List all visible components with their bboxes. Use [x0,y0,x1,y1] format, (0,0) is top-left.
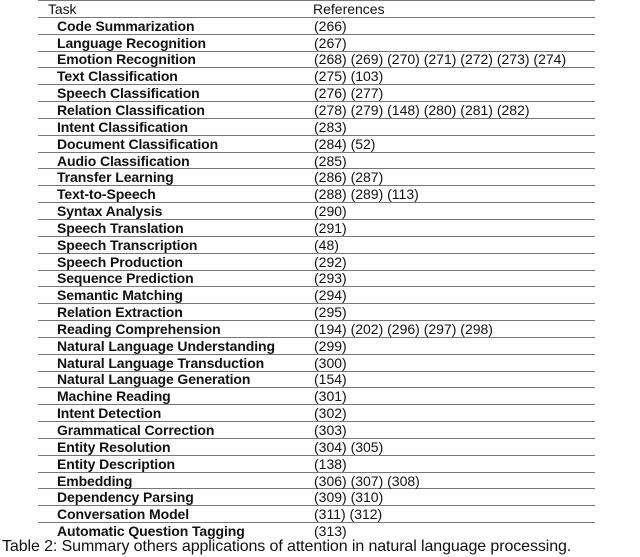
task-cell: Speech Classification [57,85,200,102]
task-cell: Automatic Question Tagging [57,523,245,540]
references-cell: (275) (103) [314,68,384,85]
task-cell: Entity Resolution [57,438,171,455]
task-cell: Machine Reading [57,388,171,405]
table-row [38,286,595,303]
task-cell: Text-to-Speech [57,186,156,203]
task-cell: Text Classification [57,68,178,85]
references-cell: (284) (52) [314,135,376,152]
references-cell: (288) (289) (113) [314,186,419,203]
task-cell: Relation Extraction [57,304,183,321]
table-row [38,488,595,505]
task-cell: Dependency Parsing [57,489,194,506]
header-task: Task [48,0,77,17]
task-cell: Speech Production [57,253,183,270]
references-cell: (268) (269) (270) (271) (272) (273) (274) [314,51,567,68]
references-cell: (290) [314,203,347,220]
task-cell: Entity Description [57,455,175,472]
task-cell: Code Summarization [57,17,195,34]
references-table [38,0,595,539]
task-cell: Document Classification [57,135,219,152]
table-row [38,505,595,522]
task-cell: Grammatical Correction [57,422,215,439]
task-cell: Audio Classification [57,152,190,169]
task-cell: Emotion Recognition [57,51,196,68]
references-cell: (300) [314,354,347,371]
table-row [38,67,595,84]
table-row [38,202,595,219]
task-cell: Natural Language Transduction [57,354,265,371]
references-cell: (291) [314,219,347,236]
table-row [38,387,595,404]
references-cell: (306) (307) (308) [314,472,420,489]
references-cell: (138) [314,455,347,472]
task-cell: Reading Comprehension [57,320,221,337]
table-row [38,34,595,51]
task-cell: Conversation Model [57,506,189,523]
task-cell: Semantic Matching [57,287,183,304]
table-row [38,135,595,152]
references-cell: (48) [314,236,339,253]
references-cell: (194) (202) (296) (297) (298) [314,320,493,337]
references-cell: (295) [314,304,347,321]
table-row [38,371,595,388]
table-row [38,337,595,354]
references-cell: (292) [314,253,347,270]
references-cell: (311) (312) [314,506,383,523]
table-row [38,421,595,438]
task-cell: Relation Classification [57,101,205,118]
task-cell: Sequence Prediction [57,270,194,287]
references-cell: (313) [314,523,347,540]
task-cell: Language Recognition [57,34,206,51]
task-cell: Embedding [57,472,133,489]
table-row [38,219,595,236]
table-row [38,51,595,68]
references-cell: (266) [314,17,347,34]
table-row [38,185,595,202]
table-row [38,320,595,337]
table-row [38,522,595,539]
references-cell: (294) [314,287,347,304]
table-row [38,168,595,185]
table-row [38,404,595,421]
table-row [38,455,595,472]
references-cell: (285) [314,152,347,169]
header-references: References [313,0,385,17]
table-row [38,270,595,287]
table-row [38,236,595,253]
table-row [38,84,595,101]
task-cell: Syntax Analysis [57,203,163,220]
task-cell: Natural Language Understanding [57,337,275,354]
table-row [38,118,595,135]
references-cell: (286) (287) [314,169,384,186]
references-cell: (283) [314,118,347,135]
references-cell: (293) [314,270,347,287]
table-row [38,101,595,118]
references-cell: (267) [314,34,347,51]
references-cell: (154) [314,371,347,388]
table-header [38,0,595,17]
references-cell: (303) [314,422,347,439]
task-cell: Natural Language Generation [57,371,251,388]
references-cell: (309) (310) [314,489,384,506]
task-cell: Intent Detection [57,405,162,422]
references-cell: (299) [314,337,347,354]
references-cell: (302) [314,405,347,422]
table-row [38,17,595,34]
task-cell: Transfer Learning [57,169,174,186]
table-row [38,253,595,270]
references-cell: (278) (279) (148) (280) (281) (282) [314,101,530,118]
task-cell: Intent Classification [57,118,188,135]
table-row [38,152,595,169]
table-row [38,438,595,455]
references-cell: (304) (305) [314,438,384,455]
references-cell: (276) (277) [314,85,384,102]
task-cell: Speech Translation [57,219,184,236]
references-cell: (301) [314,388,347,405]
table-row [38,354,595,371]
table-row [38,472,595,489]
task-cell: Speech Transcription [57,236,198,253]
table-row [38,303,595,320]
table-caption: Table 2: Summary others applications of attention in natural language processing. [2,538,572,555]
